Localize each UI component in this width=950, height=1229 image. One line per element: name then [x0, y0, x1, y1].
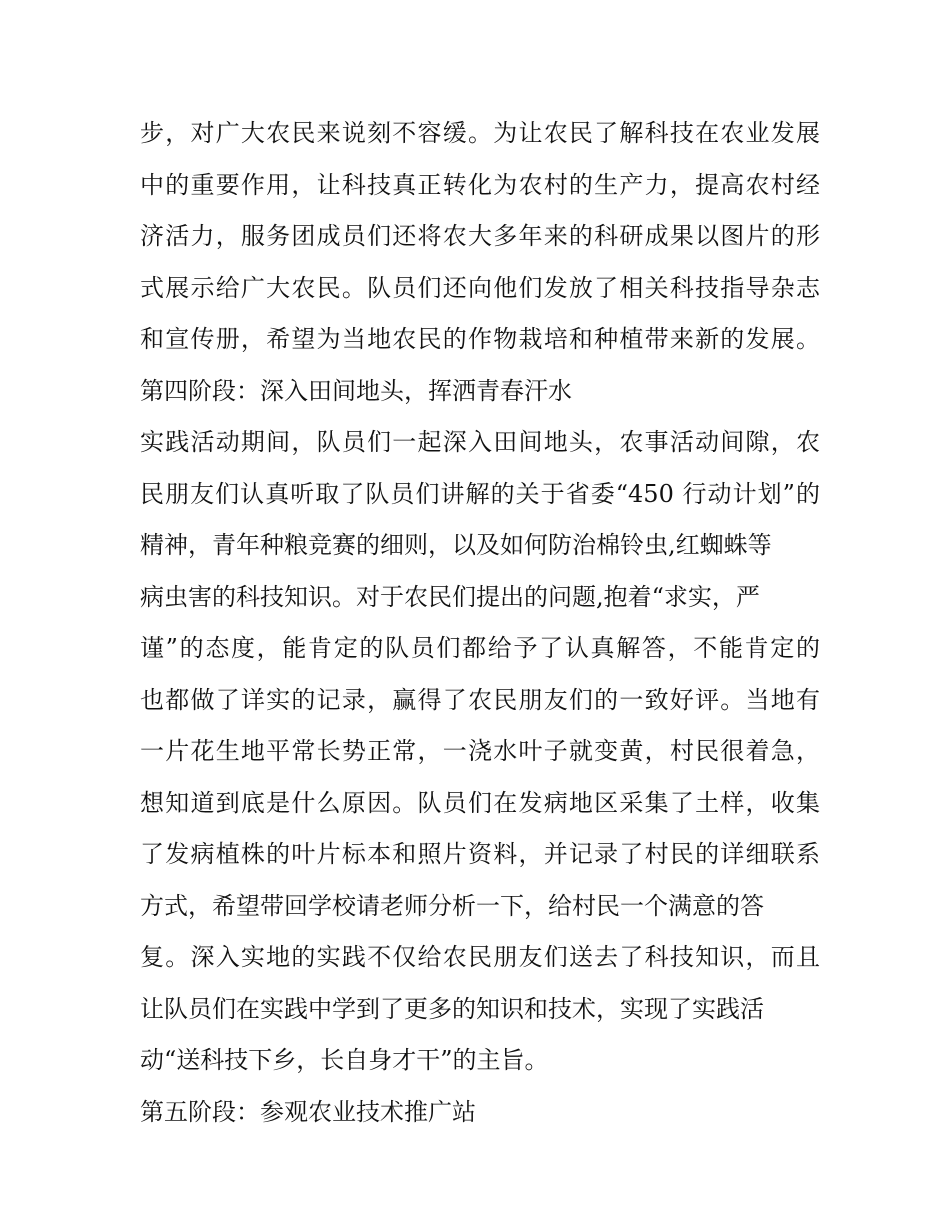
paragraph-stage-4 — [140, 417, 820, 1087]
text-line: 想知道到底是什么原因。队员们在发病地区采集了土样，收集 — [140, 788, 820, 817]
text-line: 济活力，服务团成员们还将农大多年来的科研成果以图片的形 — [140, 222, 820, 250]
text-line: 民朋友们认真听取了队员们讲解的关于省委“450 行动计划”的 — [140, 479, 820, 508]
text-line: 也都做了详实的记录，赢得了农民朋友们的一致好评。当地有 — [140, 685, 820, 714]
section-heading-stage-5: 第五阶段：参观农业技术推广站 — [140, 1097, 476, 1126]
text-line: 方式，希望带回学校请老师分析一下，给村民一个满意的答 — [140, 891, 764, 920]
text-line: 一片花生地平常长势正常，一浇水叶子就变黄，村民很着急， — [140, 737, 820, 765]
text-line: 病虫害的科技知识。对于农民们提出的问题,抱着“求实，严 — [140, 582, 760, 611]
text-line: 实践活动期间，队员们一起深入田间地头，农事活动间隙，农 — [140, 428, 820, 456]
text-line: 谨”的态度，能肯定的队员们都给予了认真解答，不能肯定的 — [140, 634, 820, 662]
section-heading-stage-4: 第四阶段：深入田间地头，挥洒青春汗水 — [140, 376, 572, 405]
text-line: 了发病植株的叶片标本和照片资料，并记录了村民的详细联系 — [140, 840, 820, 868]
text-line: 精神，青年种粮竞赛的细则，以及如何防治棉铃虫,红蜘蛛等 — [140, 531, 772, 559]
text-line: 复。深入实地的实践不仅给农民朋友们送去了科技知识，而且 — [140, 943, 820, 971]
text-line: 动“送科技下乡，长自身才干”的主旨。 — [140, 1046, 549, 1074]
document-body — [140, 108, 820, 1138]
text-line: 让队员们在实践中学到了更多的知识和技术，实现了实践活 — [140, 994, 764, 1023]
text-line: 步，对广大农民来说刻不容缓。为让农民了解科技在农业发展 — [140, 119, 820, 147]
text-line: 式展示给广大农民。队员们还向他们发放了相关科技指导杂志 — [140, 273, 820, 302]
text-line: 和宣传册，希望为当地农民的作物栽培和种植带来新的发展。 — [140, 325, 820, 353]
text-line: 中的重要作用，让科技真正转化为农村的生产力，提高农村经 — [140, 170, 820, 199]
paragraph-intro — [140, 108, 820, 366]
